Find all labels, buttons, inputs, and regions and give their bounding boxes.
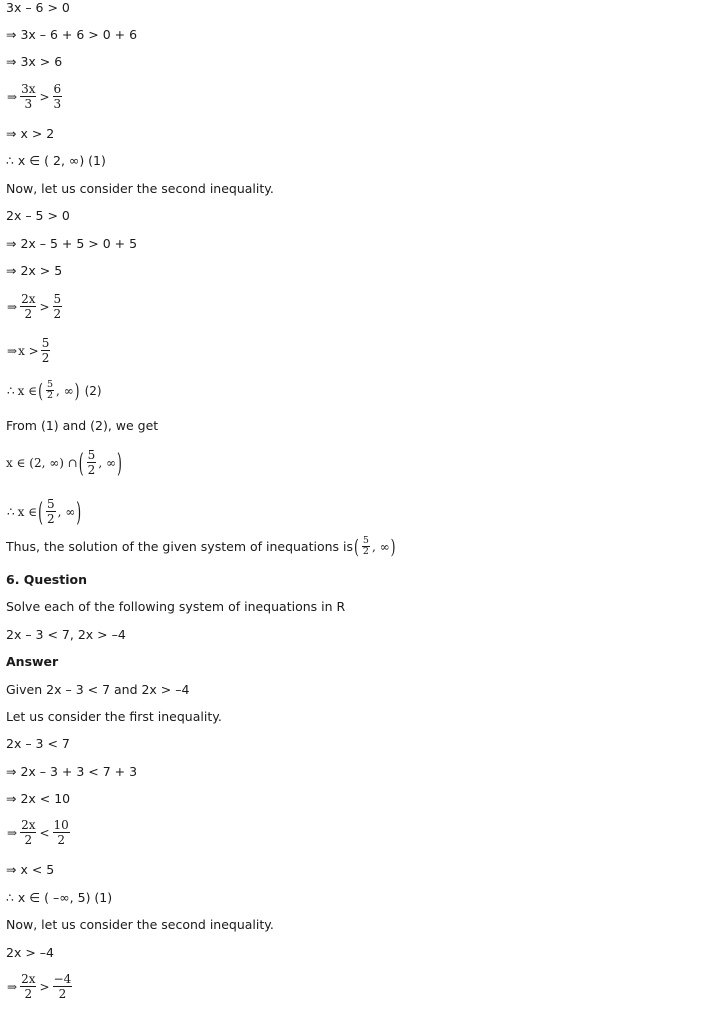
x-in: x ∈ <box>17 383 38 398</box>
right-paren: ) <box>76 495 82 528</box>
fraction: $\frac{2x}{2}$ <box>21 292 36 321</box>
intersection-expression: x ∈ (2, ∞) ∩ <box>6 455 78 470</box>
step-line: ⇒ 3x > 6 <box>6 54 63 69</box>
implies-symbol: ⇒ <box>7 89 18 104</box>
right-paren: ) <box>116 446 122 479</box>
intersection-line <box>6 448 123 477</box>
implies-symbol: ⇒ <box>7 825 18 840</box>
question-heading: 6. Question <box>6 572 87 587</box>
conclusion-line <box>6 536 396 557</box>
fraction: $\frac{2x}{2}$ <box>21 972 36 1001</box>
gt-symbol: > <box>39 299 50 314</box>
gt-symbol: > <box>39 979 50 994</box>
step-line: ∴ x ∈ ( 2, ∞) (1) <box>6 153 106 168</box>
left-paren: ( <box>78 446 84 479</box>
fraction: $\frac{5}{2}$ <box>41 336 50 365</box>
step-line: ⇒ 2x < 10 <box>6 791 71 806</box>
comma-infinity: , ∞ <box>57 504 76 519</box>
fraction-step-2x <box>6 292 64 321</box>
step-line: ⇒ x > 2 <box>6 126 55 141</box>
step-line: From (1) and (2), we get <box>6 418 159 433</box>
right-paren: ) <box>74 378 80 403</box>
step-line: ⇒ 2x > 5 <box>6 263 63 278</box>
fraction: $\frac{-4}{2}$ <box>53 972 72 1001</box>
right-paren: ) <box>390 534 396 559</box>
gt-symbol: > <box>39 89 50 104</box>
conclusion-text: Thus, the solution of the given system of inequations is <box>6 539 354 554</box>
step-line: Now, let us consider the second inequality. <box>6 917 274 932</box>
implies-symbol: ⇒ <box>7 979 18 994</box>
step-line: Now, let us consider the second inequality. <box>6 181 274 196</box>
interval-line-2 <box>6 380 102 401</box>
fraction: $\frac{2x}{2}$ <box>21 818 36 847</box>
step-line: Let us consider the first inequality. <box>6 709 222 724</box>
step-line: ⇒ 3x – 6 + 6 > 0 + 6 <box>6 27 138 42</box>
fraction-step-x <box>6 336 52 365</box>
step-line: 3x – 6 > 0 <box>6 0 70 15</box>
comma-infinity: , ∞ <box>371 539 390 554</box>
comma-infinity: , ∞ <box>56 383 74 398</box>
step-line: ⇒ 2x – 3 + 3 < 7 + 3 <box>6 764 138 779</box>
step-line: 2x – 3 < 7 <box>6 736 70 751</box>
fraction: $\frac{10}{2}$ <box>53 818 69 847</box>
step-line: 2x > –4 <box>6 945 54 960</box>
left-paren: ( <box>38 378 43 403</box>
fraction: $\frac{5}{2}$ <box>362 535 369 557</box>
fraction: $\frac{5}{2}$ <box>47 497 55 526</box>
fraction-step-2x-lt <box>6 818 72 847</box>
therefore-symbol: ∴ <box>7 383 15 398</box>
implies-symbol: ⇒ <box>7 343 18 358</box>
x-gt: x > <box>18 343 39 358</box>
step-line: ⇒ x < 5 <box>6 862 55 877</box>
step-line: ⇒ 2x – 5 + 5 > 0 + 5 <box>6 236 138 251</box>
fraction-step-2x-gt-neg4 <box>6 972 74 1001</box>
step-line: 2x – 5 > 0 <box>6 208 70 223</box>
step-line: Given 2x – 3 < 7 and 2x > –4 <box>6 682 190 697</box>
fraction: $\frac{6}{3}$ <box>53 82 62 111</box>
label: (2) <box>84 383 102 398</box>
question-text: Solve each of the following system of inequations in R <box>6 599 346 614</box>
comma-infinity: , ∞ <box>98 455 116 470</box>
fraction-step-3x <box>6 82 64 111</box>
left-paren: ( <box>354 534 359 559</box>
step-line: ∴ x ∈ ( –∞, 5) (1) <box>6 890 113 905</box>
fraction: $\frac{5}{2}$ <box>87 448 96 477</box>
fraction: $\frac{5}{2}$ <box>47 379 54 401</box>
implies-symbol: ⇒ <box>7 299 18 314</box>
result-interval-line <box>6 497 82 526</box>
lt-symbol: < <box>39 825 50 840</box>
therefore-symbol: ∴ <box>7 504 15 519</box>
fraction: $\frac{5}{2}$ <box>53 292 62 321</box>
question-inequalities: 2x – 3 < 7, 2x > –4 <box>6 627 126 642</box>
x-in: x ∈ <box>17 504 38 519</box>
fraction: $\frac{3x}{3}$ <box>21 82 36 111</box>
left-paren: ( <box>38 495 43 528</box>
answer-heading: Answer <box>6 654 59 669</box>
